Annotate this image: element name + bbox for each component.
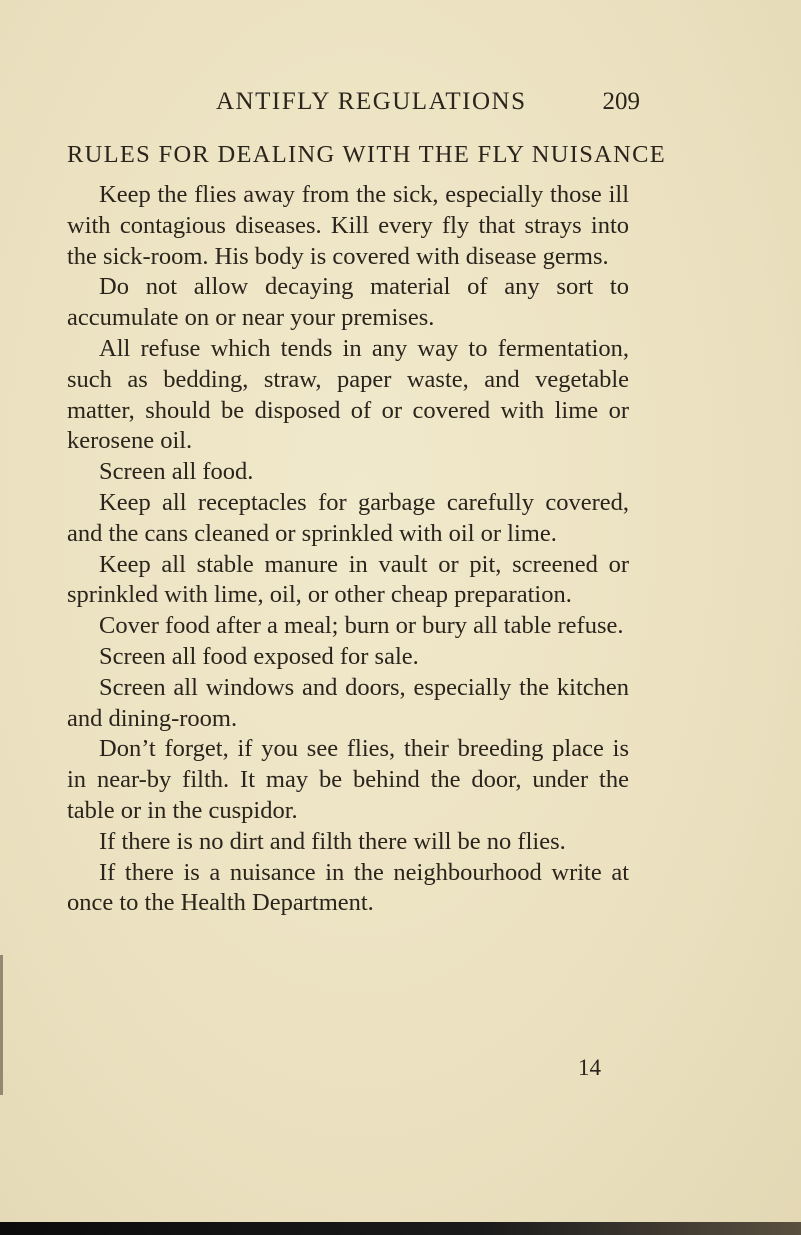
running-title: ANTIFLY REGULATIONS [216, 88, 527, 115]
section-title: RULES FOR DEALING WITH THE FLY NUISANCE [67, 141, 667, 168]
binding-edge [0, 1222, 801, 1235]
paragraph: Don’t forget, if you see flies, their breeding place is in near-by filth. It may be behind the door, under the table or in the cuspidor. [67, 735, 629, 824]
paragraph: Cover food after a meal; burn or bury all table refuse. [99, 612, 624, 640]
gutter-shadow [0, 955, 3, 1095]
body-text [67, 180, 629, 919]
paragraph: Screen all food exposed for sale. [99, 642, 419, 670]
paragraph: Screen all windows and doors, especially the kitchen and dining-room. [67, 673, 629, 732]
folio-number: 14 [578, 1055, 601, 1080]
paragraph: Keep all receptacles for garbage carefully covered, and the cans cleaned or sprinkled with oil or lime. [67, 488, 629, 547]
paragraph: If there is no dirt and filth there will be no flies. [99, 827, 566, 855]
paragraph: If there is a nuisance in the neighbourhood write at once to the Health Department. [67, 858, 629, 917]
running-head [60, 88, 640, 128]
paragraph: Keep all stable manure in vault or pit, screened or sprinkled with lime, oil, or other cheap preparation. [67, 550, 629, 609]
page-number: 209 [602, 88, 640, 115]
paragraph: All refuse which tends in any way to fermentation, such as bedding, straw, paper waste, and vegetable matter, should be disposed of or covered with lime or kerosene oil. [67, 334, 629, 455]
paragraph: Screen all food. [99, 458, 254, 486]
paragraph: Keep the flies away from the sick, especially those ill with contagious diseases. Kill every fly that strays into the sick-room. His body is covered with disease germs. [67, 181, 629, 270]
paragraph: Do not allow decaying material of any sort to accumulate on or near your premises. [67, 273, 629, 332]
